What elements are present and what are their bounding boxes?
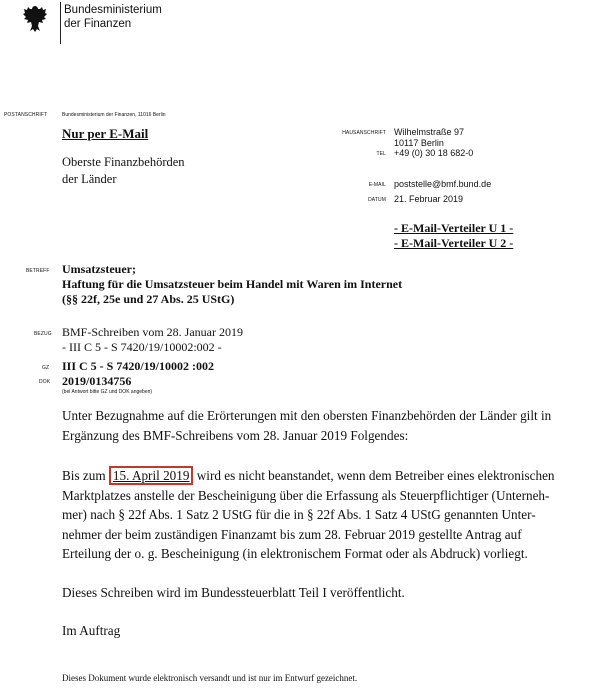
header-divider (60, 2, 61, 44)
betreff-label: BETREFF (26, 268, 50, 274)
ministry-name: Bundesministerium der Finanzen (64, 4, 162, 30)
date-value: 21. Februar 2019 (394, 194, 464, 204)
body-paragraph-2: Bis zum 15. April 2019 wird es nicht beanstandet, wenn dem Betreiber eines elektronischen Marktplatzes anstelle der Bescheinigung über die Erfassung als Steuerpflichtiger (Unterneh- mer) nach § 22f Abs. 1 Satz 2 UStG für die in § 22f Abs. 1 Satz 4 UStG genannten Unter- nehmer der beim zuständigen Finanzamt bis zum 28. Februar 2019 gestellte Antrag auf Erteilung der o. g. Bescheinigung (in elektronischem Format oder als Abdruck) vorliegt. (62, 468, 555, 561)
closing-phrase: Im Auftrag (62, 623, 121, 638)
postanschrift-value: Bundesministerium der Finanzen, 11016 Berlin (62, 112, 166, 118)
email-distribution-list: - E-Mail-Verteiler U 1 - - E-Mail-Verteiler U 2 - (394, 221, 514, 250)
reference: BMF-Schreiben vom 28. Januar 2019 - III C 5 - S 7420/19/10002:002 - (62, 325, 243, 354)
postanschrift-label: POSTANSCHRIFT (4, 112, 48, 118)
highlighted-date: 15. April 2019 (109, 466, 194, 485)
dok-value: 2019/0134756 (62, 374, 132, 388)
gz-value: III C 5 - S 7420/19/10002 :002 (62, 359, 215, 373)
footer-note: Dieses Dokument wurde elektronisch versandt und ist nur im Entwurf gezeichnet. (62, 673, 358, 683)
dok-label: DOK (39, 379, 51, 385)
recipient-address: Oberste Finanzbehörden der Länder (62, 155, 185, 186)
email-value[interactable]: poststelle@bmf.bund.de (394, 179, 492, 189)
email-label: E-MAIL (368, 182, 386, 188)
gz-label: GZ (42, 365, 50, 371)
dok-note: (bei Antwort bitte GZ und DOK angeben) (62, 389, 153, 395)
delivery-note: Nur per E-Mail (62, 126, 149, 141)
body-paragraph-3: Dieses Schreiben wird im Bundessteuerblatt Teil I veröffentlicht. (62, 585, 405, 600)
subject: Umsatzsteuer; Haftung für die Umsatzsteuer beim Handel mit Waren im Internet (§§ 22f, 25e und 27 Abs. 25 UStG) (62, 262, 403, 306)
federal-eagle-icon (22, 4, 48, 34)
tel-value: +49 (0) 30 18 682-0 (394, 148, 474, 158)
hausanschrift-label: HAUSANSCHRIFT (342, 130, 386, 136)
bezug-label: BEZUG (34, 331, 52, 337)
date-label: DATUM (368, 197, 386, 203)
hausanschrift-value: Wilhelmstraße 97 10117 Berlin (394, 127, 465, 148)
body-paragraph-1: Unter Bezugnahme auf die Erörterungen mit den obersten Finanzbehörden der Länder gilt in Ergänzung des BMF-Schreibens vom 28. Januar 2019 Folgendes: (62, 408, 552, 443)
tel-label: TEL (376, 151, 386, 157)
